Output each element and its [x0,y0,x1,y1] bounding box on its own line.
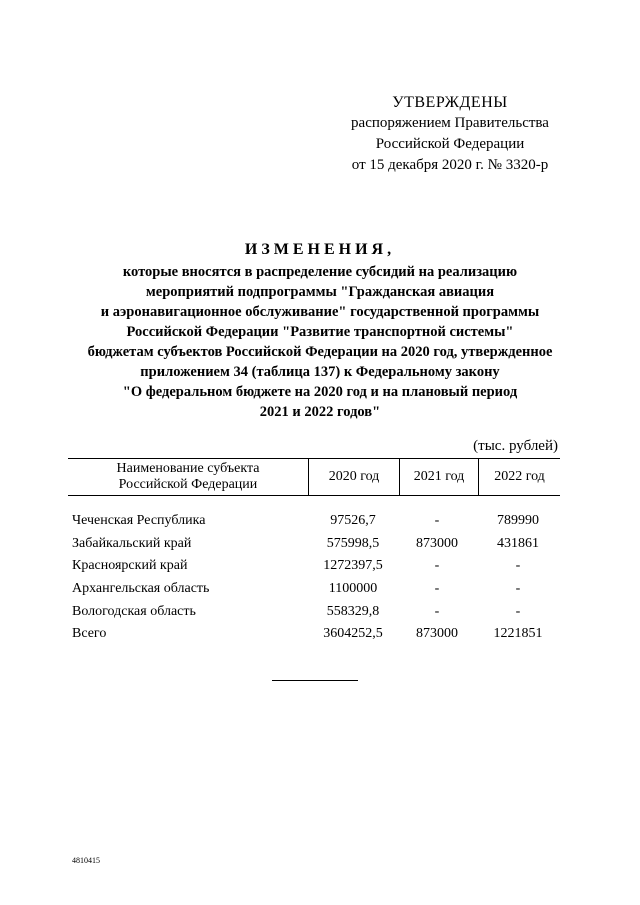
cell-region: Чеченская Республика [72,513,206,529]
document-title: ИЗМЕНЕНИЯ, [244,241,396,258]
cell-2022: - [515,603,521,619]
cell-2022: - [515,558,521,574]
end-divider [272,680,358,681]
cell-2021: - [434,581,440,597]
table-row [68,578,560,601]
table-header [68,458,560,496]
approval-line: распоряжением Правительства [351,115,549,131]
cell-region: Архангельская область [72,581,210,597]
cell-2021: - [434,513,440,529]
cell-region: Вологодская область [72,603,196,619]
approval-heading: УТВЕРЖДЕНЫ [392,94,508,111]
document-subtitle [40,262,600,422]
cell-2020: 558329,8 [326,603,380,619]
cell-2022: 1221851 [493,626,543,642]
units-label: (тыс. рублей) [473,438,558,454]
cell-2020: 97526,7 [330,513,376,529]
cell-2020: 3604252,5 [323,626,383,642]
header-name-line: Наименование субъекта [116,461,260,476]
header-2021: 2021 год [399,459,478,495]
subtitle-line: Российской Федерации "Развитие транспортной системы" [126,324,514,340]
document-code: 4810415 [72,856,100,865]
cell-region: Красноярский край [72,558,188,574]
table-row-total [68,623,560,646]
subtitle-line: бюджетам субъектов Российской Федерации на 2020 год, утвержденное [87,344,553,360]
table-body [68,510,560,646]
approval-date-line: от 15 декабря 2020 г. № 3320-р [351,157,549,173]
subtitle-line: которые вносятся в распределение субсидий на реализацию [122,264,518,280]
cell-2020: 1100000 [328,581,378,597]
table-row [68,533,560,556]
subtitle-line: и аэронавигационное обслуживание" государственной программы [100,304,540,320]
table-row [68,510,560,533]
cell-2020: 1272397,5 [323,558,383,574]
cell-2022: 789990 [497,513,539,529]
header-2020: 2020 год [308,459,399,495]
cell-2020: 575998,5 [326,535,380,551]
table-row [68,600,560,623]
approval-block [330,92,570,176]
approval-line: Российской Федерации [375,136,525,152]
cell-2021: - [434,558,440,574]
subtitle-line: приложением 34 (таблица 137) к Федеральному закону [140,364,500,380]
subsidy-table [68,458,560,646]
subtitle-line: мероприятий подпрограммы "Гражданская авиация [145,284,495,300]
subtitle-line: "О федеральном бюджете на 2020 год и на плановый период [122,384,518,400]
cell-2022: 431861 [497,535,539,551]
header-2022: 2022 год [478,459,560,495]
cell-2021: - [434,603,440,619]
header-name [68,459,308,495]
cell-2022: - [515,581,521,597]
subtitle-line: 2021 и 2022 годов" [259,404,381,420]
cell-region: Всего [72,626,107,642]
document-title-block [40,238,600,422]
header-name-line: Российской Федерации [118,477,258,492]
cell-region: Забайкальский край [72,535,192,551]
table-row [68,555,560,578]
cell-2021: 873000 [416,626,458,642]
cell-2021: 873000 [416,535,458,551]
